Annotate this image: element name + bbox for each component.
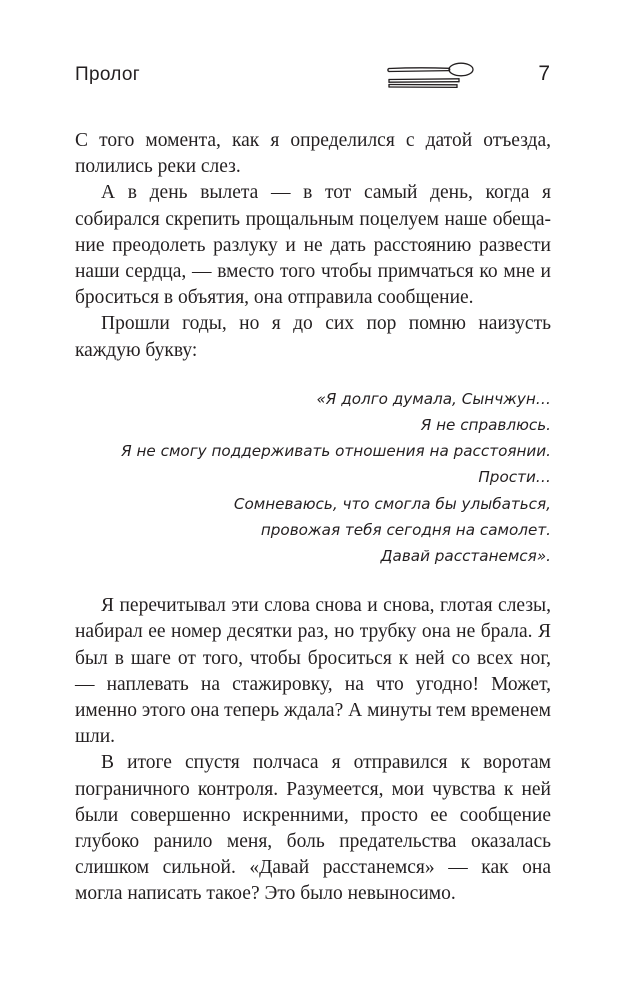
message-line: Сомневаюсь, что смогла бы улыбаться, <box>233 494 551 513</box>
quoted-message <box>75 386 551 569</box>
running-title: Пролог <box>75 64 140 85</box>
message-line: Давай расстанемся». <box>380 547 551 566</box>
paragraph: Прошли годы, но я до сих пор помню наизусть каждую букву: <box>75 313 551 361</box>
paragraph: Я перечитывал эти слова снова и снова, глотая слезы, набирал ее номер десятки раз, но трубку она не брала. Я был в шаге от того, чтобы броситься к ней со всех ног, — наплевать на стажировку, на что угодно! Может, именно этого она теперь ждала? А минуты тем временем шли. <box>75 595 551 748</box>
spoon-and-chopsticks-icon <box>385 60 481 95</box>
page-body <box>75 128 551 908</box>
message-line: провожая тебя сегодня на самолет. <box>260 520 551 539</box>
paragraph: С того момента, как я определился с датой отъезда, полились реки слез. <box>75 130 551 178</box>
message-line: «Я долго думала, Сынчжун… <box>316 389 551 408</box>
paragraph: В итоге спустя полчаса я отправился к воротам пограничного контроля. Разумеется, мои чувства к ней были совершенно искренними, просто ее сообщение глубоко ранило меня, боль предательства оказалась слишком сильной. «Давай расстанемся» — как она могла написать такое? Это было невыносимо. <box>75 752 551 905</box>
page-header <box>75 60 550 100</box>
message-line: Я не справлюсь. <box>420 416 551 435</box>
page-number: 7 <box>538 62 550 85</box>
paragraph: А в день вылета — в тот самый день, когда я собирался скрепить прощальным поцелуем наше обещание преодолеть разлуку и не дать расстоянию развести наши сердца, — вместо того чтобы примчаться ко мне и броситься в объятия, она отправила сообщение. <box>75 182 551 309</box>
message-line: Прости… <box>478 468 551 487</box>
message-line: Я не смогу поддерживать отношения на расстоянии. <box>121 442 551 461</box>
